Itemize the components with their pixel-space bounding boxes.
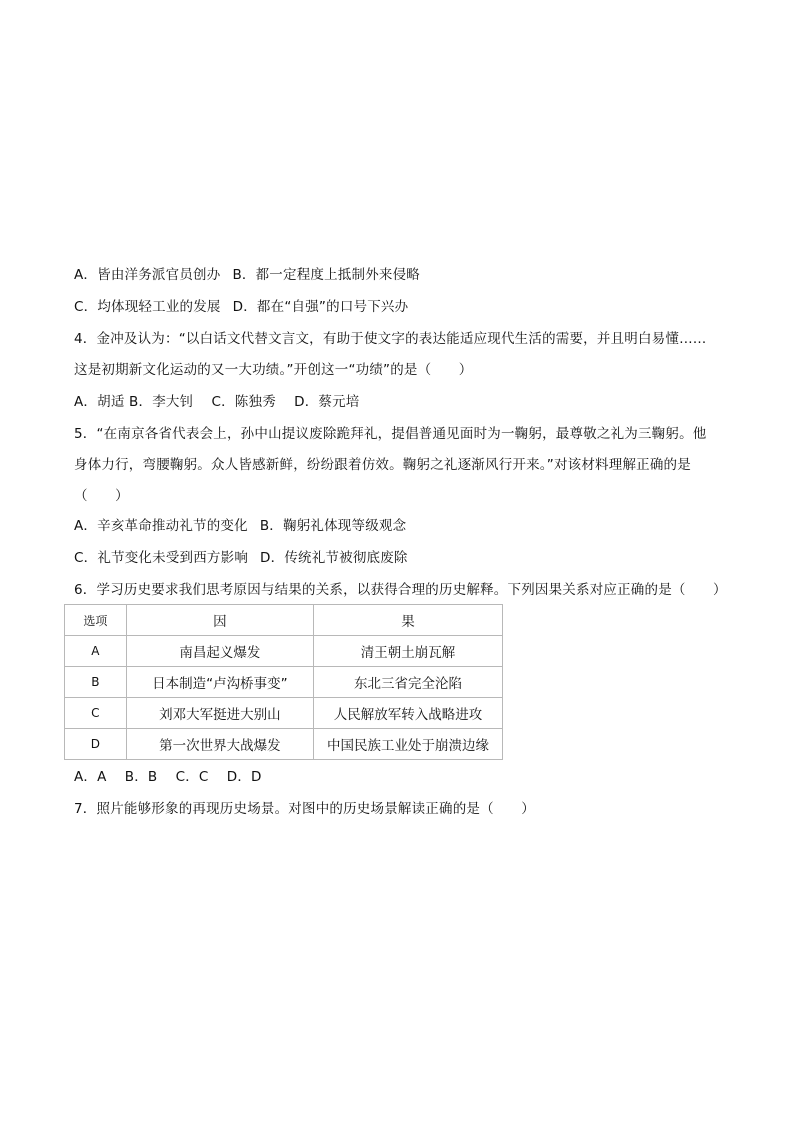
table-cell-cause: 第一次世界大战爆发 xyxy=(126,729,313,760)
table-header-effect: 果 xyxy=(313,605,502,636)
q5-option-b: B．鞠躬礼体现等级观念 xyxy=(259,518,407,534)
q5-stem-line-3: （ ） xyxy=(74,488,129,504)
table-header-row xyxy=(65,605,503,636)
q3-option-b: B．都一定程度上抵制外来侵略 xyxy=(232,267,420,283)
table-row xyxy=(65,729,503,760)
table-header-option: 选项 xyxy=(65,605,127,636)
table-cell-option: B xyxy=(65,667,127,698)
table-cell-option: C xyxy=(65,698,127,729)
q4-options: A．胡适 B．李大钊 C．陈独秀 D．蔡元培 xyxy=(74,394,360,410)
cause-effect-table xyxy=(64,604,503,760)
q7-stem: 7．照片能够形象的再现历史场景。对图中的历史场景解读正确的是（ ） xyxy=(74,801,535,817)
q5-options-row-2 xyxy=(74,549,408,567)
q3-option-a: A．皆由洋务派官员创办 xyxy=(74,267,221,283)
q4-stem-line-1: 4．金冲及认为：“以白话文代替文言文，有助于使文字的表达能适应现代生活的需要，并且明白易懂…… xyxy=(74,331,707,347)
table-cell-effect: 清王朝土崩瓦解 xyxy=(313,636,502,667)
q6-stem: 6．学习历史要求我们思考原因与结果的关系，以获得合理的历史解释。下列因果关系对应正确的是（ ） xyxy=(74,582,727,598)
table-cell-effect: 人民解放军转入战略进攻 xyxy=(313,698,502,729)
table-cell-option: A xyxy=(65,636,127,667)
q3-options-row-1 xyxy=(74,266,420,284)
q5-stem-line-2: 身体力行，弯腰鞠躬。众人皆感新鲜，纷纷跟着仿效。鞠躬之礼逐渐风行开来。”对该材料理解正确的是 xyxy=(74,457,691,473)
table-cell-effect: 东北三省完全沦陷 xyxy=(313,667,502,698)
q5-stem-line-1: 5．“在南京各省代表会上，孙中山提议废除跪拜礼，提倡普通见面时为一鞠躬，最尊敬之礼为三鞠躬。他 xyxy=(74,426,707,442)
table-row xyxy=(65,636,503,667)
table-cell-cause: 南昌起义爆发 xyxy=(126,636,313,667)
q3-options-row-2 xyxy=(74,298,408,316)
table-cell-option: D xyxy=(65,729,127,760)
table-cell-cause: 日本制造“卢沟桥事变” xyxy=(126,667,313,698)
q4-stem-line-2: 这是初期新文化运动的又一大功绩。”开创这一“功绩”的是（ ） xyxy=(74,362,473,378)
q5-options-row-1 xyxy=(74,517,406,535)
table-cell-cause: 刘邓大军挺进大别山 xyxy=(126,698,313,729)
q5-option-a: A．辛亥革命推动礼节的变化 xyxy=(74,518,248,534)
q5-option-d: D．传统礼节被彻底废除 xyxy=(260,550,408,566)
q6-options: A．A B．B C．C D．D xyxy=(74,769,262,785)
q5-option-c: C．礼节变化未受到西方影响 xyxy=(74,550,249,566)
table-header-cause: 因 xyxy=(126,605,313,636)
q3-option-c: C．均体现轻工业的发展 xyxy=(74,299,221,315)
table-row xyxy=(65,667,503,698)
table-row xyxy=(65,698,503,729)
q3-option-d: D．都在“自强”的口号下兴办 xyxy=(232,299,409,315)
table-cell-effect: 中国民族工业处于崩溃边缘 xyxy=(313,729,502,760)
